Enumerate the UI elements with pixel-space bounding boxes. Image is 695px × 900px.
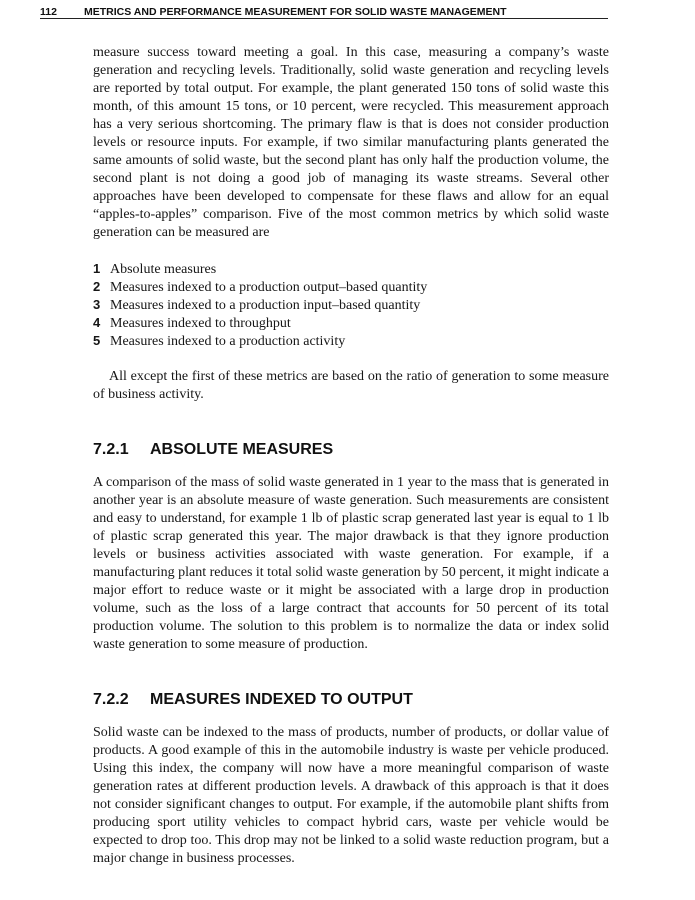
list-item-number: 4 <box>93 315 101 330</box>
section-number: 7.2.2 <box>93 691 129 708</box>
list-item <box>93 278 609 296</box>
list-item <box>93 314 609 332</box>
list-item-text: Measures indexed to a production output–based quantity <box>110 280 428 295</box>
list-item-number: 3 <box>93 297 101 312</box>
metrics-list <box>93 260 609 350</box>
after-list-paragraph: All except the first of these metrics are based on the ratio of generation to some measure of business activity. <box>93 369 609 402</box>
section-heading-7-2-1 <box>93 440 609 460</box>
body-text <box>93 44 609 868</box>
intro-paragraph: measure success toward meeting a goal. In this case, measuring a company’s waste generation and recycling levels. Traditionally, solid waste generation and recycling levels are reported by total output. For example, the plant generated 150 tons of solid waste this month, of this amount 15 tons, or 10 percent, were recycled. This measurement approach has a very serious shortcoming. The primary flaw is that is does not consider production levels or resource inputs. For example, if two similar manufacturing plants generated the same amounts of solid waste, but the second plant has only half the production volume, the second plant is not doing a good job of managing its waste streams. Several other approaches have been developed to compensate for these flaws and allow for an equal “apples-to-apples” comparison. Five of the most common metrics by which solid waste generation can be measured are <box>93 45 609 240</box>
section-number: 7.2.1 <box>93 441 129 458</box>
section-title: MEASURES INDEXED TO OUTPUT <box>150 691 413 708</box>
list-item-number: 1 <box>93 261 101 276</box>
section-heading-7-2-2 <box>93 690 609 710</box>
list-item-text: Measures indexed to throughput <box>110 316 291 331</box>
indexed-output-paragraph: Solid waste can be indexed to the mass of products, number of products, or dollar value of products. A good example of this in the automobile industry is waste per vehicle produced. Using this index, the company will now have a more meaningful comparison of waste generation rates at different production levels. A drawback of this approach is that it does not consider significant changes to output. For example, if the automobile plant shifts from producing sport utility vehicles to compact hybrid cars, waste per vehicle would be expected to drop too. This drop may not be linked to a solid waste reduction program, but a major change in business processes. <box>93 725 609 866</box>
list-item-text: Measures indexed to a production input–based quantity <box>110 298 421 313</box>
list-item <box>93 296 609 314</box>
absolute-measures-paragraph: A comparison of the mass of solid waste generated in 1 year to the mass that is generated in another year is an absolute measure of waste generation. Such measurements are consistent and easy to understand, for example 1 lb of plastic scrap generated last year is equal to 1 lb of plastic scrap generated this year. The major drawback is that they ignore production levels or business activities associated with waste generation. For example, if a manufacturing plant reduces it total solid waste generation by 50 percent, it might indicate a major effort to reduce waste or it might be associated with a large drop in production volume, such as the loss of a large contract that accounts for 50 percent of its total production volume. The solution to this problem is to normalize the data or index solid waste generation to some measure of production. <box>93 475 609 652</box>
list-item-number: 2 <box>93 279 101 294</box>
list-item <box>93 260 609 278</box>
running-title: METRICS AND PERFORMANCE MEASUREMENT FOR SOLID WASTE MANAGEMENT <box>84 6 507 18</box>
list-item-text: Absolute measures <box>110 262 217 277</box>
section-title: ABSOLUTE MEASURES <box>150 441 334 458</box>
list-item <box>93 332 609 350</box>
list-item-number: 5 <box>93 333 101 348</box>
page-number: 112 <box>40 6 57 18</box>
running-header <box>40 6 608 19</box>
list-item-text: Measures indexed to a production activity <box>110 334 346 349</box>
